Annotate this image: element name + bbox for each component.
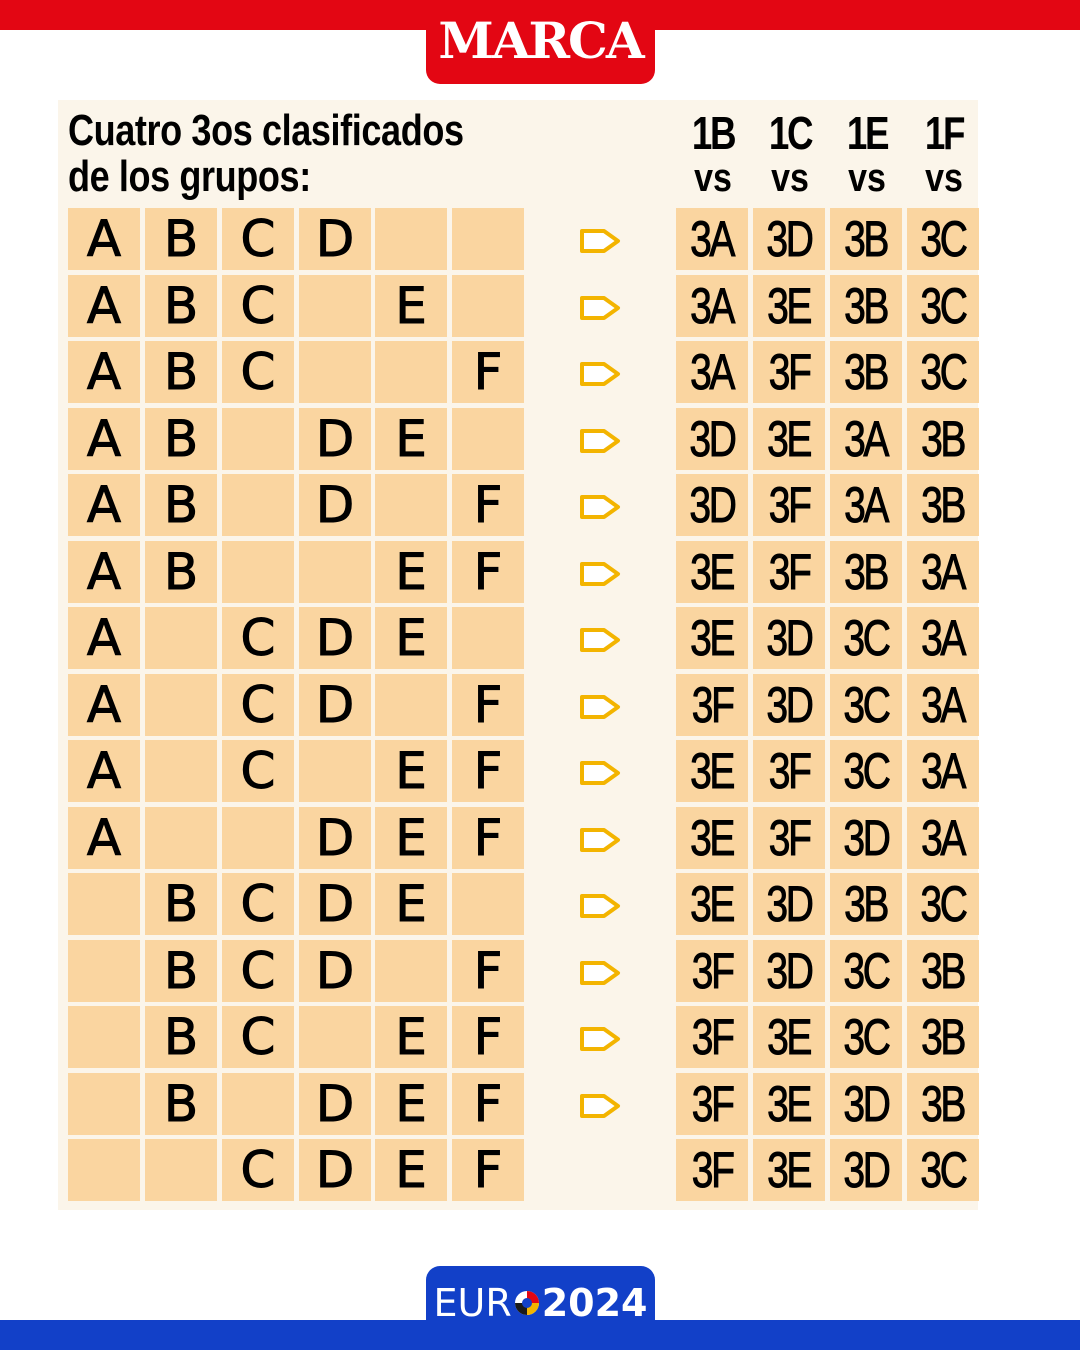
arrow-right-icon (578, 625, 622, 655)
marca-logo-text: MARCA (438, 10, 643, 70)
result-text: 3C (920, 277, 966, 334)
group-cell: A (68, 208, 140, 270)
euro-2024-logo (426, 1266, 655, 1350)
result-cell (676, 474, 748, 536)
group-cell: E (375, 1073, 447, 1135)
result-cell (907, 740, 979, 802)
marca-logo (426, 0, 655, 84)
result-text: 3C (843, 610, 889, 666)
group-cell: E (375, 408, 447, 470)
result-text: 3C (843, 743, 889, 799)
matchup-vs: vs (694, 156, 732, 200)
result-cell (676, 674, 748, 736)
group-cell: B (145, 940, 217, 1002)
result-text: 3D (766, 610, 812, 666)
arrow-right-icon (578, 958, 622, 988)
result-text: 3B (921, 942, 965, 999)
euro-logo-text-a: EUR (433, 1281, 512, 1325)
result-cell (676, 940, 748, 1002)
table-row (0, 674, 1080, 740)
group-cell: B (145, 474, 217, 536)
result-text: 3C (843, 676, 889, 733)
group-cell (145, 674, 217, 736)
group-cell: D (299, 208, 371, 270)
result-cell (907, 541, 979, 603)
result-cell (830, 940, 902, 1002)
table-row (0, 607, 1080, 673)
result-cell (753, 807, 825, 869)
matchup-vs: vs (848, 156, 886, 200)
group-cell (299, 275, 371, 337)
result-cell (676, 873, 748, 935)
group-cell: A (68, 607, 140, 669)
result-text: 3E (690, 743, 734, 799)
group-cell (299, 341, 371, 403)
result-cell (907, 408, 979, 470)
result-cell (676, 341, 748, 403)
table-row (0, 541, 1080, 607)
group-cell: D (299, 408, 371, 470)
result-text: 3D (843, 1075, 889, 1132)
result-cell (907, 607, 979, 669)
group-cell: C (222, 940, 294, 1002)
arrow-right-icon (578, 492, 622, 522)
group-cell: A (68, 474, 140, 536)
result-text: 3E (690, 809, 734, 866)
group-cell: C (222, 1139, 294, 1201)
group-cell (145, 1139, 217, 1201)
result-cell (753, 474, 825, 536)
group-cell: D (299, 607, 371, 669)
result-text: 3B (921, 477, 965, 533)
result-text: 3A (690, 277, 734, 334)
result-text: 3E (767, 1009, 811, 1065)
group-cell: D (299, 807, 371, 869)
group-cell (375, 341, 447, 403)
result-text: 3F (691, 1075, 733, 1132)
group-cell: D (299, 940, 371, 1002)
result-cell (753, 607, 825, 669)
arrow-right-icon (578, 758, 622, 788)
table-row (0, 940, 1080, 1006)
group-cell (375, 674, 447, 736)
result-text: 3B (844, 211, 888, 267)
group-cell: C (222, 1006, 294, 1068)
arrow-right-icon (578, 293, 622, 323)
result-text: 3E (690, 610, 734, 666)
result-cell (753, 275, 825, 337)
result-cell (676, 208, 748, 270)
group-cell: F (452, 541, 524, 603)
result-cell (676, 1139, 748, 1201)
group-cell (452, 275, 524, 337)
result-cell (753, 940, 825, 1002)
result-cell (907, 807, 979, 869)
table-row (0, 208, 1080, 274)
group-cell: D (299, 674, 371, 736)
result-cell (753, 873, 825, 935)
matchup-team: 1B (691, 107, 735, 159)
result-text: 3F (768, 344, 810, 400)
result-text: 3A (921, 809, 965, 866)
group-cell (452, 607, 524, 669)
group-cell: A (68, 674, 140, 736)
group-cell (375, 940, 447, 1002)
result-text: 3E (690, 543, 734, 600)
result-text: 3E (767, 1142, 811, 1198)
result-cell (907, 674, 979, 736)
result-text: 3A (690, 211, 734, 267)
matchup-team: 1F (924, 107, 964, 159)
group-cell (68, 1139, 140, 1201)
group-cell (222, 474, 294, 536)
result-cell (830, 275, 902, 337)
result-cell (753, 1006, 825, 1068)
result-cell (907, 341, 979, 403)
result-text: 3D (689, 477, 735, 533)
result-text: 3D (689, 410, 735, 467)
group-cell (452, 408, 524, 470)
result-cell (676, 541, 748, 603)
matchup-team: 1E (846, 107, 888, 159)
group-cell (222, 408, 294, 470)
result-text: 3F (768, 543, 810, 600)
group-cell: C (222, 208, 294, 270)
group-cell: E (375, 541, 447, 603)
group-cell: A (68, 341, 140, 403)
group-cell: C (222, 341, 294, 403)
group-cell: C (222, 873, 294, 935)
arrow-right-icon (578, 825, 622, 855)
group-cell (222, 807, 294, 869)
result-cell (830, 607, 902, 669)
arrow-right-icon (578, 359, 622, 389)
result-cell (830, 740, 902, 802)
result-text: 3A (921, 543, 965, 600)
result-cell (830, 541, 902, 603)
result-text: 3D (766, 211, 812, 267)
group-cell: F (452, 341, 524, 403)
result-cell (676, 408, 748, 470)
result-cell (676, 607, 748, 669)
result-text: 3D (766, 942, 812, 999)
result-text: 3A (844, 477, 888, 533)
result-cell (753, 541, 825, 603)
group-cell: F (452, 1139, 524, 1201)
arrow-right-icon (578, 1024, 622, 1054)
result-text: 3E (767, 410, 811, 467)
result-cell (830, 1006, 902, 1068)
table-row (0, 1073, 1080, 1139)
result-text: 3E (690, 876, 734, 932)
result-text: 3D (843, 1142, 889, 1198)
group-cell: B (145, 1006, 217, 1068)
group-cell: F (452, 740, 524, 802)
group-cell: A (68, 541, 140, 603)
matchup-header-1f (907, 108, 981, 198)
group-cell: A (68, 807, 140, 869)
group-cell (299, 740, 371, 802)
result-cell (830, 873, 902, 935)
group-cell: D (299, 1073, 371, 1135)
arrow-right-icon (578, 226, 622, 256)
table-row (0, 873, 1080, 939)
group-cell (299, 541, 371, 603)
result-text: 3A (921, 676, 965, 733)
result-cell (676, 740, 748, 802)
result-text: 3F (691, 1142, 733, 1198)
group-cell: E (375, 873, 447, 935)
arrow-right-icon (578, 559, 622, 589)
table-row (0, 341, 1080, 407)
group-cell (375, 208, 447, 270)
result-cell (753, 341, 825, 403)
result-text: 3D (766, 676, 812, 733)
group-cell (452, 208, 524, 270)
group-cell: F (452, 807, 524, 869)
arrow-right-icon (578, 891, 622, 921)
group-cell: C (222, 740, 294, 802)
group-cell: A (68, 740, 140, 802)
group-cell: D (299, 873, 371, 935)
result-text: 3A (921, 743, 965, 799)
result-cell (753, 740, 825, 802)
table-row (0, 275, 1080, 341)
group-cell: E (375, 607, 447, 669)
group-cell: B (145, 408, 217, 470)
result-text: 3A (921, 610, 965, 666)
group-cell: B (145, 341, 217, 403)
result-cell (907, 940, 979, 1002)
result-cell (830, 208, 902, 270)
group-cell: B (145, 1073, 217, 1135)
result-cell (753, 408, 825, 470)
result-text: 3F (768, 743, 810, 799)
group-cell (68, 940, 140, 1002)
table-title (68, 108, 494, 200)
result-cell (830, 474, 902, 536)
result-cell (676, 275, 748, 337)
result-text: 3C (843, 942, 889, 999)
result-cell (830, 1139, 902, 1201)
result-cell (907, 275, 979, 337)
result-text: 3D (843, 809, 889, 866)
result-text: 3F (768, 809, 810, 866)
group-cell (145, 740, 217, 802)
result-text: 3B (844, 277, 888, 334)
group-cell: A (68, 408, 140, 470)
group-cell: E (375, 1139, 447, 1201)
result-text: 3A (844, 410, 888, 467)
result-text: 3B (844, 543, 888, 600)
group-cell: C (222, 674, 294, 736)
result-text: 3B (921, 410, 965, 467)
group-cell (145, 607, 217, 669)
result-cell (753, 208, 825, 270)
group-cell: E (375, 1006, 447, 1068)
group-cell (145, 807, 217, 869)
result-cell (676, 1073, 748, 1135)
arrow-right-icon (578, 426, 622, 456)
result-text: 3C (920, 1142, 966, 1198)
result-text: 3B (921, 1075, 965, 1132)
result-text: 3E (767, 277, 811, 334)
group-cell (222, 1073, 294, 1135)
group-cell (375, 474, 447, 536)
group-cell: E (375, 275, 447, 337)
result-text: 3F (691, 676, 733, 733)
group-cell: B (145, 873, 217, 935)
matchup-header-1b (676, 108, 750, 198)
result-cell (753, 1139, 825, 1201)
result-text: 3F (691, 1009, 733, 1065)
result-cell (830, 1073, 902, 1135)
arrow-right-icon (578, 692, 622, 722)
euro-ball-icon (513, 1289, 541, 1317)
result-cell (907, 1006, 979, 1068)
table-row (0, 1006, 1080, 1072)
table-row (0, 474, 1080, 540)
result-text: 3D (766, 876, 812, 932)
group-cell: F (452, 1006, 524, 1068)
result-cell (907, 208, 979, 270)
group-cell: F (452, 1073, 524, 1135)
result-cell (830, 408, 902, 470)
result-cell (907, 1139, 979, 1201)
table-row (0, 740, 1080, 806)
result-cell (676, 1006, 748, 1068)
result-text: 3A (690, 344, 734, 400)
group-cell: B (145, 541, 217, 603)
table-row (0, 408, 1080, 474)
group-cell: F (452, 474, 524, 536)
group-cell: C (222, 275, 294, 337)
group-cell (68, 1073, 140, 1135)
result-text: 3F (768, 477, 810, 533)
euro-logo-text-b: 2024 (541, 1281, 648, 1325)
result-text: 3E (767, 1075, 811, 1132)
matchup-vs: vs (925, 156, 963, 200)
arrow-right-icon (578, 1091, 622, 1121)
result-cell (676, 807, 748, 869)
result-text: 3F (691, 942, 733, 999)
matchup-header-1e (830, 108, 904, 198)
group-cell: C (222, 607, 294, 669)
result-cell (830, 807, 902, 869)
group-cell: D (299, 1139, 371, 1201)
result-cell (830, 674, 902, 736)
group-cell (299, 1006, 371, 1068)
group-cell (68, 1006, 140, 1068)
result-text: 3C (920, 876, 966, 932)
result-cell (830, 341, 902, 403)
group-cell (68, 873, 140, 935)
table-row (0, 807, 1080, 873)
group-cell: B (145, 208, 217, 270)
result-text: 3B (921, 1009, 965, 1065)
result-text: 3C (920, 211, 966, 267)
result-cell (907, 873, 979, 935)
group-cell (452, 873, 524, 935)
group-cell: A (68, 275, 140, 337)
title-line-1: Cuatro 3os clasificados (68, 106, 464, 155)
table-row (0, 1139, 1080, 1205)
group-cell: D (299, 474, 371, 536)
matchup-team: 1C (768, 107, 812, 159)
matchup-vs: vs (771, 156, 809, 200)
group-cell: E (375, 807, 447, 869)
result-text: 3C (920, 344, 966, 400)
result-cell (907, 1073, 979, 1135)
result-cell (753, 674, 825, 736)
group-cell (222, 541, 294, 603)
matchup-header-1c (753, 108, 827, 198)
title-line-2: de los grupos: (68, 152, 311, 201)
result-cell (907, 474, 979, 536)
result-cell (753, 1073, 825, 1135)
result-text: 3B (844, 344, 888, 400)
group-cell: B (145, 275, 217, 337)
group-cell: F (452, 940, 524, 1002)
group-cell: F (452, 674, 524, 736)
result-text: 3B (844, 876, 888, 932)
group-cell: E (375, 740, 447, 802)
result-text: 3C (843, 1009, 889, 1065)
